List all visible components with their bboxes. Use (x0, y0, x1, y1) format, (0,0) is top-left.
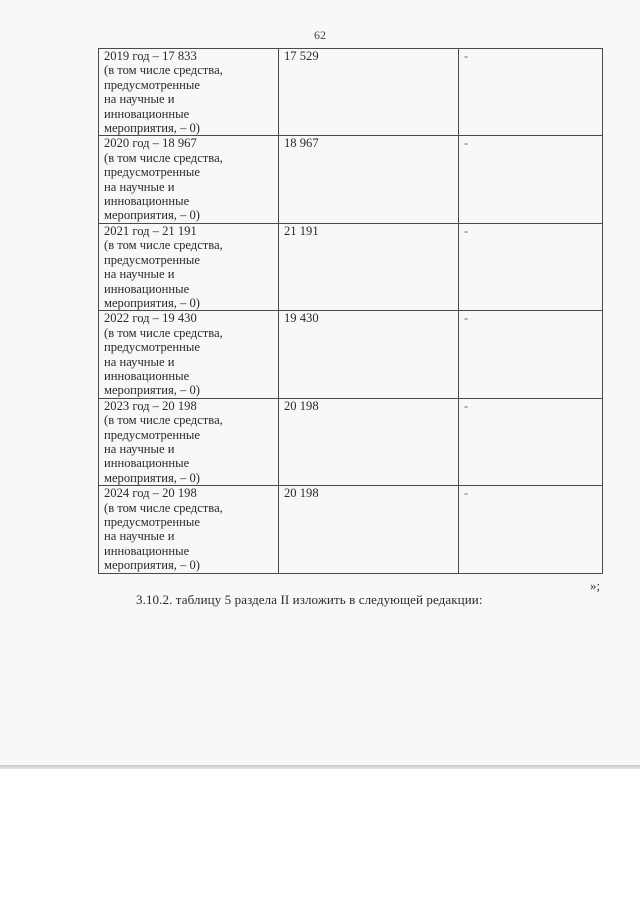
cell-line: инновационные (104, 368, 190, 383)
amount-cell: 18 967 (279, 136, 459, 223)
amount-cell: 21 191 (279, 223, 459, 310)
cell-line: мероприятия, – 0) (104, 558, 200, 573)
extra-cell: - (459, 49, 603, 136)
cell-line: предусмотренные (104, 340, 200, 355)
cell-line: на научные и (104, 441, 175, 456)
page-number: 62 (314, 28, 326, 42)
year-funding-cell (99, 49, 279, 136)
cell-line: мероприятия, – 0) (104, 295, 200, 310)
amount-cell: 19 430 (279, 311, 459, 398)
table-row (99, 136, 603, 223)
cell-line: на научные и (104, 92, 175, 107)
cell-line: 2023 год – 20 198 (104, 398, 197, 413)
cell-line: инновационные (104, 194, 190, 209)
cell-line: предусмотренные (104, 515, 200, 529)
extra-cell: - (459, 136, 603, 223)
amount-cell: 20 198 (279, 398, 459, 485)
cell-line: (в том числе средства, (104, 500, 223, 515)
extra-cell: - (459, 223, 603, 310)
cell-line: (в том числе средства, (104, 63, 223, 78)
cell-line: 2024 год – 20 198 (104, 486, 197, 501)
cell-line: (в том числе средства, (104, 238, 223, 253)
funding-table-body (99, 49, 603, 574)
cell-line: предусмотренные (104, 77, 200, 92)
cell-line: мероприятия, – 0) (104, 383, 200, 398)
cell-line: предусмотренные (104, 165, 200, 180)
cell-line: инновационные (104, 106, 190, 121)
cell-line: 2022 год – 19 430 (104, 311, 197, 326)
instruction-paragraph: 3.10.2. таблицу 5 раздела II изложить в следующей редакции: (136, 592, 483, 607)
cell-line: 2020 год – 18 967 (104, 136, 197, 151)
table-row (99, 486, 603, 573)
cell-line: (в том числе средства, (104, 325, 223, 340)
year-funding-cell (99, 223, 279, 310)
amount-cell: 17 529 (279, 49, 459, 136)
extra-cell: - (459, 398, 603, 485)
cell-line: на научные и (104, 179, 175, 194)
table-row (99, 311, 603, 398)
table-row (99, 49, 603, 136)
table-row (99, 398, 603, 485)
cell-line: на научные и (104, 354, 175, 369)
funding-table (98, 48, 603, 574)
cell-line: предусмотренные (104, 252, 200, 267)
cell-line: инновационные (104, 543, 190, 558)
year-funding-cell (99, 398, 279, 485)
year-funding-cell (99, 311, 279, 398)
year-funding-cell (99, 136, 279, 223)
extra-cell: - (459, 486, 603, 573)
cell-line: инновационные (104, 281, 190, 296)
extra-cell: - (459, 311, 603, 398)
cell-line: мероприятия, – 0) (104, 208, 200, 223)
table-row (99, 223, 603, 310)
cell-line: (в том числе средства, (104, 413, 223, 428)
year-funding-cell (99, 486, 279, 573)
cell-line: (в том числе средства, (104, 150, 223, 165)
amount-cell: 20 198 (279, 486, 459, 573)
cell-line: предусмотренные (104, 427, 200, 442)
cell-line: 2019 год – 17 833 (104, 49, 197, 63)
cell-line: на научные и (104, 267, 175, 282)
cell-line: инновационные (104, 456, 190, 471)
cell-line: мероприятия, – 0) (104, 121, 200, 136)
cell-line: мероприятия, – 0) (104, 470, 200, 485)
blank-area (0, 769, 640, 905)
cell-line: на научные и (104, 529, 175, 544)
closing-quote: »; (590, 578, 601, 593)
cell-line: 2021 год – 21 191 (104, 223, 197, 238)
